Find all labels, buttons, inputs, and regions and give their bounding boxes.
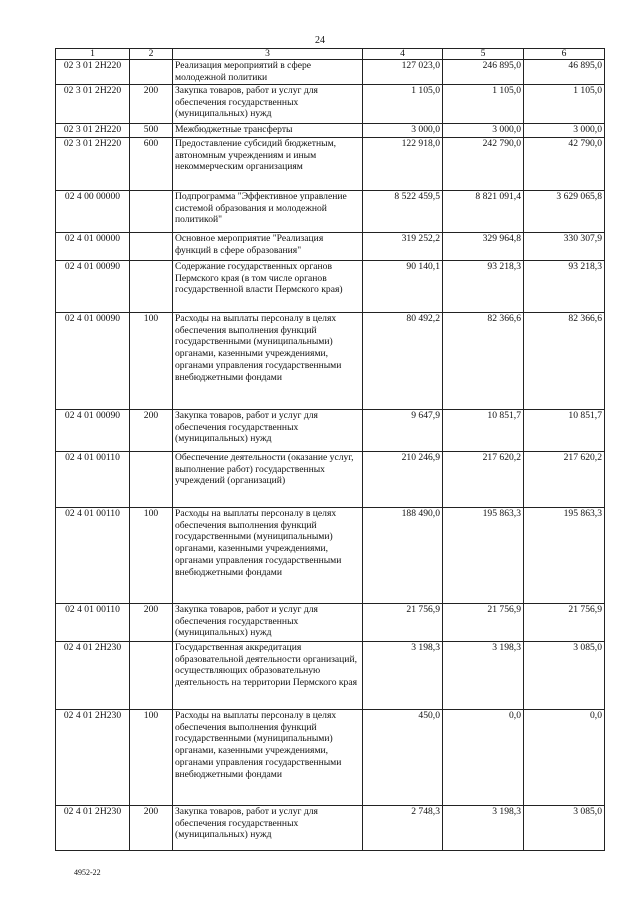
row-name: Основное мероприятие "Реализация функций в сфере образования" <box>173 233 363 261</box>
row-code: 02 4 01 00110 <box>56 508 130 604</box>
table-row <box>56 313 605 410</box>
row-value-6: 3 085,0 <box>524 642 605 710</box>
row-value-5: 195 863,3 <box>443 508 524 604</box>
row-value-4: 3 198,3 <box>363 642 443 710</box>
row-name: Расходы на выплаты персоналу в целях обеспечения выполнения функций государственными (муниципальными) органами, казенными учреждениями, органами управления государственными внебюджетными фондами <box>173 313 363 410</box>
column-header: 4 <box>363 49 443 60</box>
row-name: Предоставление субсидий бюджетным, автономным учреждениям и иным некоммерческим организациям <box>173 138 363 191</box>
row-type <box>130 233 173 261</box>
table-row <box>56 508 605 604</box>
row-value-5: 3 198,3 <box>443 806 524 851</box>
row-code: 02 4 01 2Н230 <box>56 710 130 806</box>
row-code: 02 4 01 00090 <box>56 261 130 313</box>
row-name: Закупка товаров, работ и услуг для обеспечения государственных (муниципальных) нужд <box>173 410 363 452</box>
row-code: 02 4 01 00090 <box>56 410 130 452</box>
table-row <box>56 410 605 452</box>
row-value-4: 127 023,0 <box>363 60 443 85</box>
row-value-6: 93 218,3 <box>524 261 605 313</box>
column-header: 5 <box>443 49 524 60</box>
row-code: 02 3 01 2Н220 <box>56 124 130 138</box>
row-code: 02 3 01 2Н220 <box>56 138 130 191</box>
row-value-6: 10 851,7 <box>524 410 605 452</box>
row-value-5: 3 198,3 <box>443 642 524 710</box>
row-value-5: 21 756,9 <box>443 604 524 642</box>
row-value-5: 10 851,7 <box>443 410 524 452</box>
table-row <box>56 138 605 191</box>
row-value-4: 319 252,2 <box>363 233 443 261</box>
row-value-5: 8 821 091,4 <box>443 191 524 233</box>
column-header: 6 <box>524 49 605 60</box>
row-code: 02 4 01 2Н230 <box>56 806 130 851</box>
footer-code: 4952-22 <box>74 868 101 877</box>
row-type: 500 <box>130 124 173 138</box>
table-row <box>56 191 605 233</box>
row-value-6: 42 790,0 <box>524 138 605 191</box>
row-type <box>130 642 173 710</box>
row-code: 02 4 01 00090 <box>56 313 130 410</box>
row-value-5: 82 366,6 <box>443 313 524 410</box>
row-type: 100 <box>130 508 173 604</box>
row-code: 02 4 00 00000 <box>56 191 130 233</box>
row-value-4: 1 105,0 <box>363 85 443 124</box>
row-value-4: 210 246,9 <box>363 452 443 508</box>
table-row <box>56 60 605 85</box>
column-header: 1 <box>56 49 130 60</box>
row-name: Обеспечение деятельности (оказание услуг, выполнение работ) государственных учреждений (организаций) <box>173 452 363 508</box>
budget-table <box>55 48 605 851</box>
row-value-5: 1 105,0 <box>443 85 524 124</box>
row-code: 02 4 01 00000 <box>56 233 130 261</box>
row-value-4: 122 918,0 <box>363 138 443 191</box>
row-value-4: 80 492,2 <box>363 313 443 410</box>
row-value-6: 1 105,0 <box>524 85 605 124</box>
table-row <box>56 642 605 710</box>
row-value-6: 46 895,0 <box>524 60 605 85</box>
table-row <box>56 452 605 508</box>
row-value-6: 82 366,6 <box>524 313 605 410</box>
row-type: 200 <box>130 604 173 642</box>
row-value-5: 217 620,2 <box>443 452 524 508</box>
row-value-5: 0,0 <box>443 710 524 806</box>
row-name: Закупка товаров, работ и услуг для обеспечения государственных (муниципальных) нужд <box>173 806 363 851</box>
row-name: Государственная аккредитация образовательной деятельности организаций, осуществляющих образовательную деятельность на территории Пермского края <box>173 642 363 710</box>
row-value-5: 93 218,3 <box>443 261 524 313</box>
row-value-4: 8 522 459,5 <box>363 191 443 233</box>
row-type <box>130 191 173 233</box>
row-value-6: 3 000,0 <box>524 124 605 138</box>
row-name: Реализация мероприятий в сфере молодежной политики <box>173 60 363 85</box>
row-value-6: 330 307,9 <box>524 233 605 261</box>
row-name: Расходы на выплаты персоналу в целях обеспечения выполнения функций государственными (муниципальными) органами, казенными учреждениями, органами управления государственными внебюджетными фондами <box>173 710 363 806</box>
row-value-5: 246 895,0 <box>443 60 524 85</box>
row-type <box>130 261 173 313</box>
row-code: 02 4 01 2Н230 <box>56 642 130 710</box>
row-type: 200 <box>130 806 173 851</box>
table-row <box>56 806 605 851</box>
row-value-6: 3 085,0 <box>524 806 605 851</box>
row-name: Закупка товаров, работ и услуг для обеспечения государственных (муниципальных) нужд <box>173 85 363 124</box>
row-type: 100 <box>130 313 173 410</box>
row-type <box>130 452 173 508</box>
row-value-6: 0,0 <box>524 710 605 806</box>
page-number: 24 <box>315 35 325 46</box>
row-name: Межбюджетные трансферты <box>173 124 363 138</box>
row-name: Расходы на выплаты персоналу в целях обеспечения выполнения функций государственными (муниципальными) органами, казенными учреждениями, органами управления государственными внебюджетными фондами <box>173 508 363 604</box>
row-type <box>130 60 173 85</box>
row-type: 200 <box>130 85 173 124</box>
row-value-4: 90 140,1 <box>363 261 443 313</box>
table-row <box>56 233 605 261</box>
row-value-4: 9 647,9 <box>363 410 443 452</box>
row-value-4: 2 748,3 <box>363 806 443 851</box>
row-value-4: 21 756,9 <box>363 604 443 642</box>
row-type: 100 <box>130 710 173 806</box>
row-value-4: 450,0 <box>363 710 443 806</box>
column-header: 3 <box>173 49 363 60</box>
row-value-5: 242 790,0 <box>443 138 524 191</box>
row-code: 02 4 01 00110 <box>56 452 130 508</box>
row-code: 02 3 01 2Н220 <box>56 85 130 124</box>
header-row <box>56 49 605 60</box>
table-row <box>56 710 605 806</box>
table-row <box>56 261 605 313</box>
row-name: Закупка товаров, работ и услуг для обеспечения государственных (муниципальных) нужд <box>173 604 363 642</box>
row-code: 02 4 01 00110 <box>56 604 130 642</box>
row-value-6: 3 629 065,8 <box>524 191 605 233</box>
row-name: Подпрограмма "Эффективное управление системой образования и молодежной политикой" <box>173 191 363 233</box>
row-value-5: 329 964,8 <box>443 233 524 261</box>
row-value-5: 3 000,0 <box>443 124 524 138</box>
row-code: 02 3 01 2Н220 <box>56 60 130 85</box>
row-value-4: 188 490,0 <box>363 508 443 604</box>
row-type: 600 <box>130 138 173 191</box>
row-type: 200 <box>130 410 173 452</box>
table-row <box>56 85 605 124</box>
row-value-6: 21 756,9 <box>524 604 605 642</box>
row-value-6: 195 863,3 <box>524 508 605 604</box>
table-row <box>56 604 605 642</box>
row-name: Содержание государственных органов Пермского края (в том числе органов государственной власти Пермского края) <box>173 261 363 313</box>
row-value-6: 217 620,2 <box>524 452 605 508</box>
table-row <box>56 124 605 138</box>
row-value-4: 3 000,0 <box>363 124 443 138</box>
column-header: 2 <box>130 49 173 60</box>
